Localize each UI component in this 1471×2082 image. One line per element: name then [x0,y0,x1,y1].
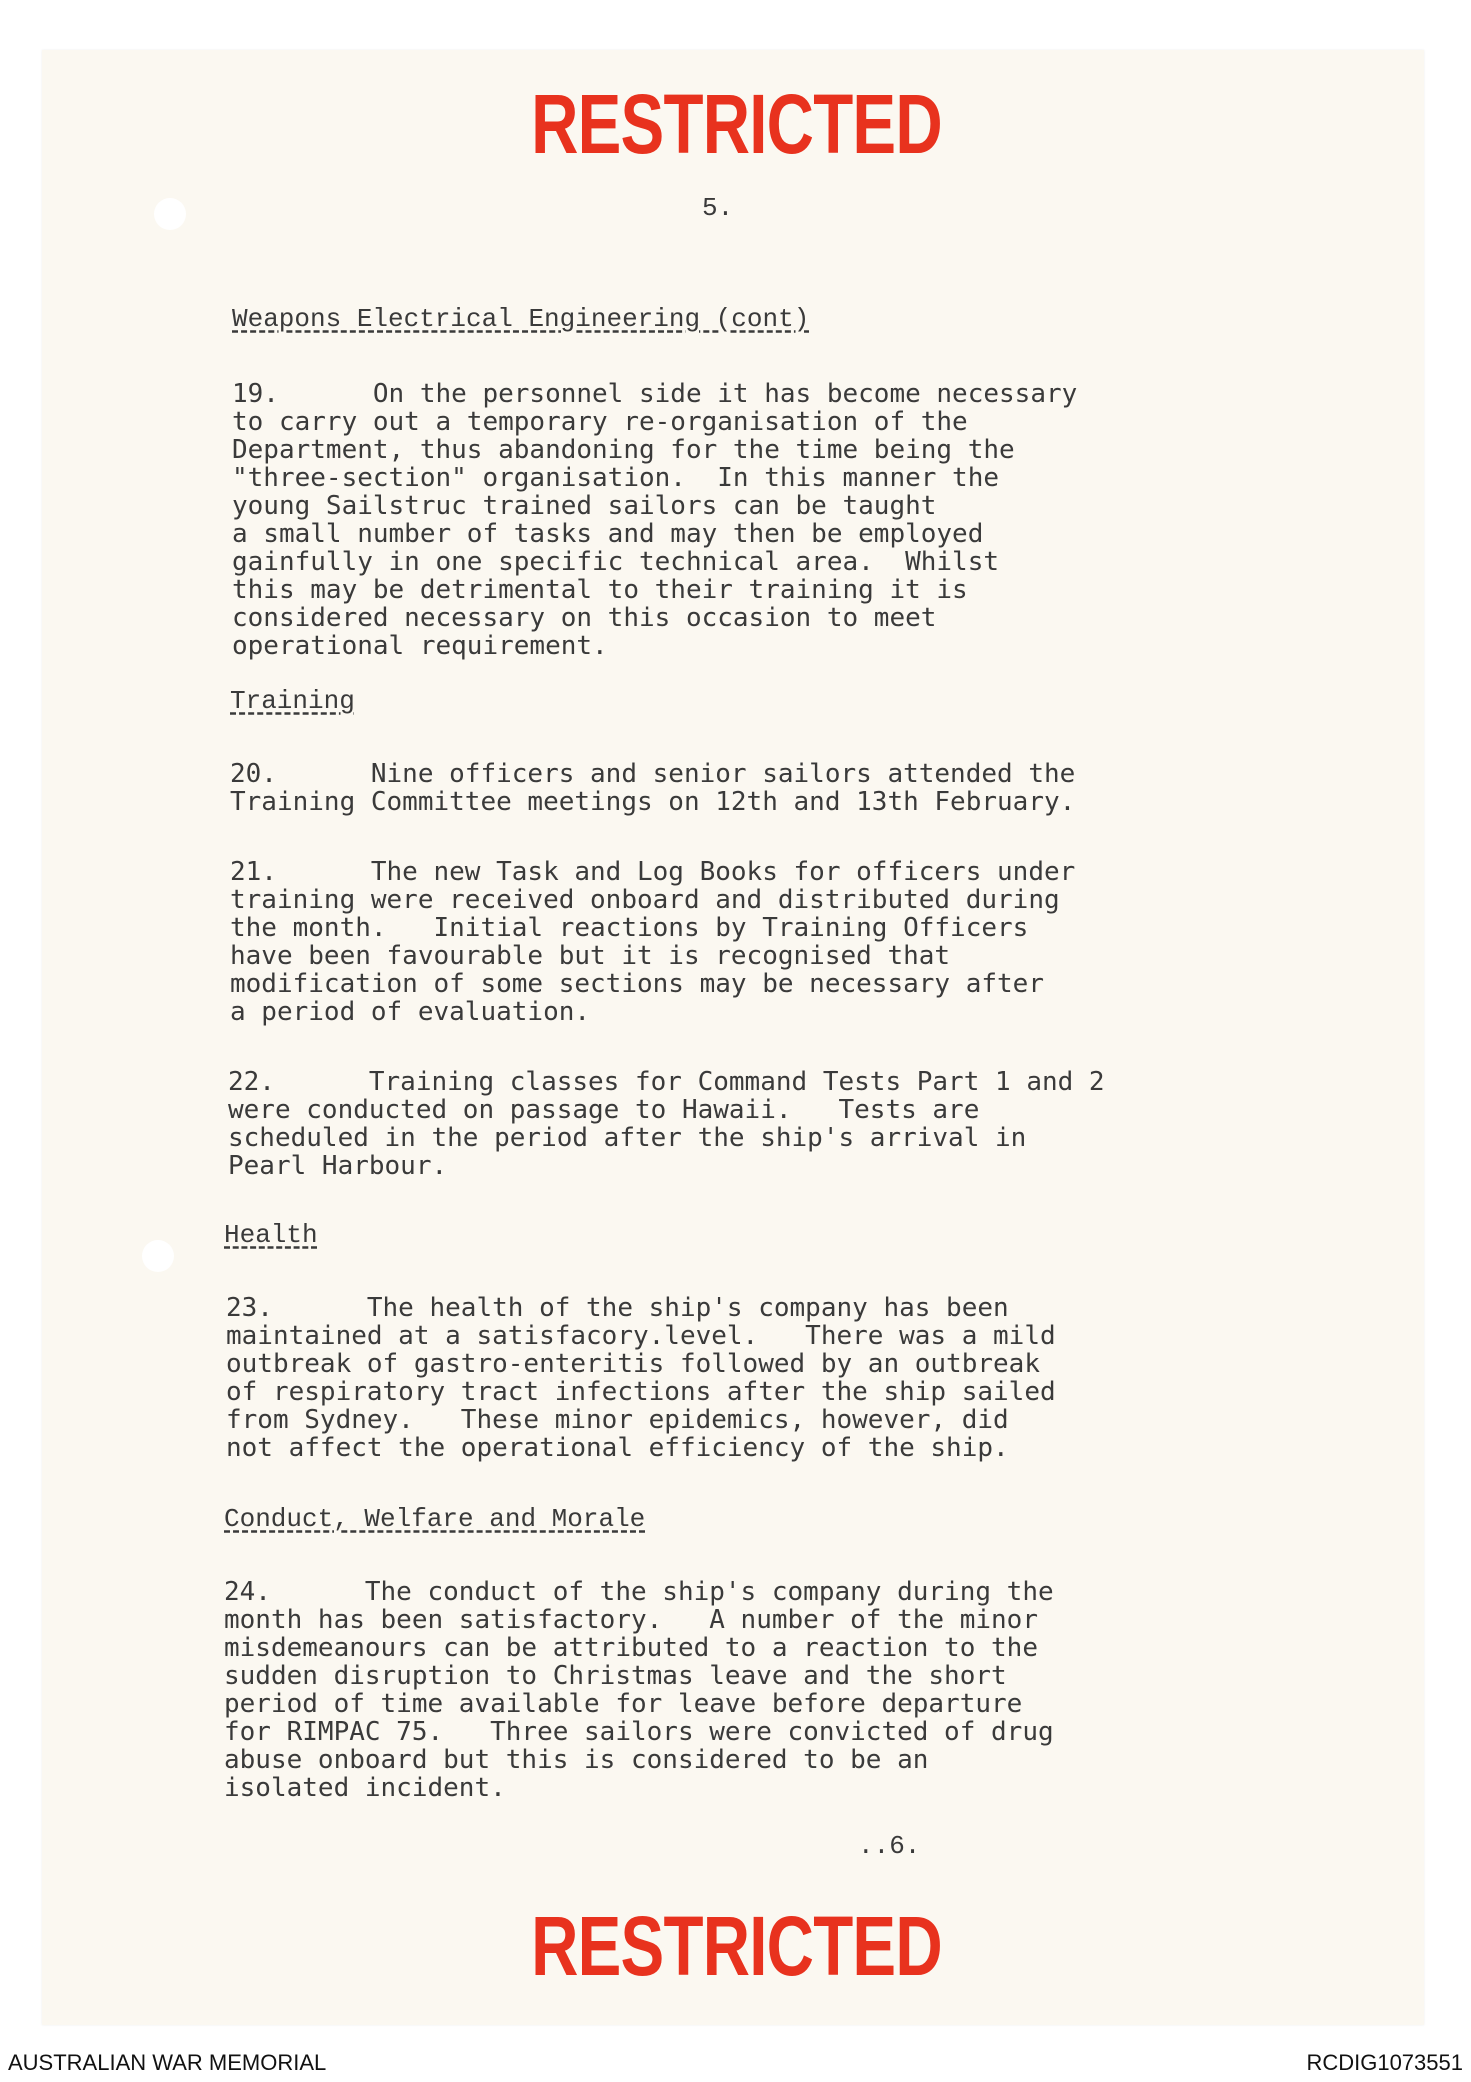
section-heading-health: Health [224,1220,318,1250]
footer-source-label: AUSTRALIAN WAR MEMORIAL [8,2050,327,2075]
section-heading-training: Training [230,686,355,716]
continuation-marker: ..6. [858,1831,921,1861]
paragraph-22: 22. Training classes for Command Tests Part 1 and 2 were conducted on passage to Hawaii. Tests are scheduled in the period after the ship's arrival in Pearl Harbour. [228,1067,1105,1181]
paragraph-24: 24. The conduct of the ship's company during the month has been satisfactory. A number of the minor misdemeanours can be attributed to a reaction to the sudden disruption to Christmas leave and the short period of time available for leave before departure for RIMPAC 75. Three sailors were convicted of drug abuse onboard but this is considered to be an isolated incident. [224,1577,1054,1803]
footer-record-id: RCDIG1073551 [1306,2050,1463,2075]
punch-hole-bottom [142,1240,174,1272]
section-heading-conduct: Conduct, Welfare and Morale [224,1504,646,1534]
punch-hole-top [154,198,186,230]
page-number: 5. [702,193,734,223]
restricted-stamp-top: RESTRICTED [531,77,942,171]
restricted-stamp-bottom: RESTRICTED [531,1899,942,1993]
paragraph-20: 20. Nine officers and senior sailors attended the Training Committee meetings on 12th and 13th February. [230,759,1076,817]
paragraph-21: 21. The new Task and Log Books for officers under training were received onboard and distributed during the month. Initial reactions by Training Officers have been favourable but it is recognised that modification of some sections may be necessary after a period of evaluation. [230,857,1076,1027]
paragraph-23: 23. The health of the ship's company has been maintained at a satisfacory.level. There was a mild outbreak of gastro-enteritis followed by an outbreak of respiratory tract infections after the ship sailed from Sydney. These minor epidemics, however, did not affect the operational efficiency of the ship. [226,1293,1056,1463]
section-heading-weapons: Weapons Electrical Engineering (cont) [232,304,810,334]
paragraph-19: 19. On the personnel side it has become necessary to carry out a temporary re-organisation of the Department, thus abandoning for the time being the "three-section" organisation. In this manner the young Sailstruc trained sailors can be taught a small number of tasks and may then be employed gainfully in one specific technical area. Whilst this may be detrimental to their training it is considered necessary on this occasion to meet operational requirement. [232,379,1078,661]
